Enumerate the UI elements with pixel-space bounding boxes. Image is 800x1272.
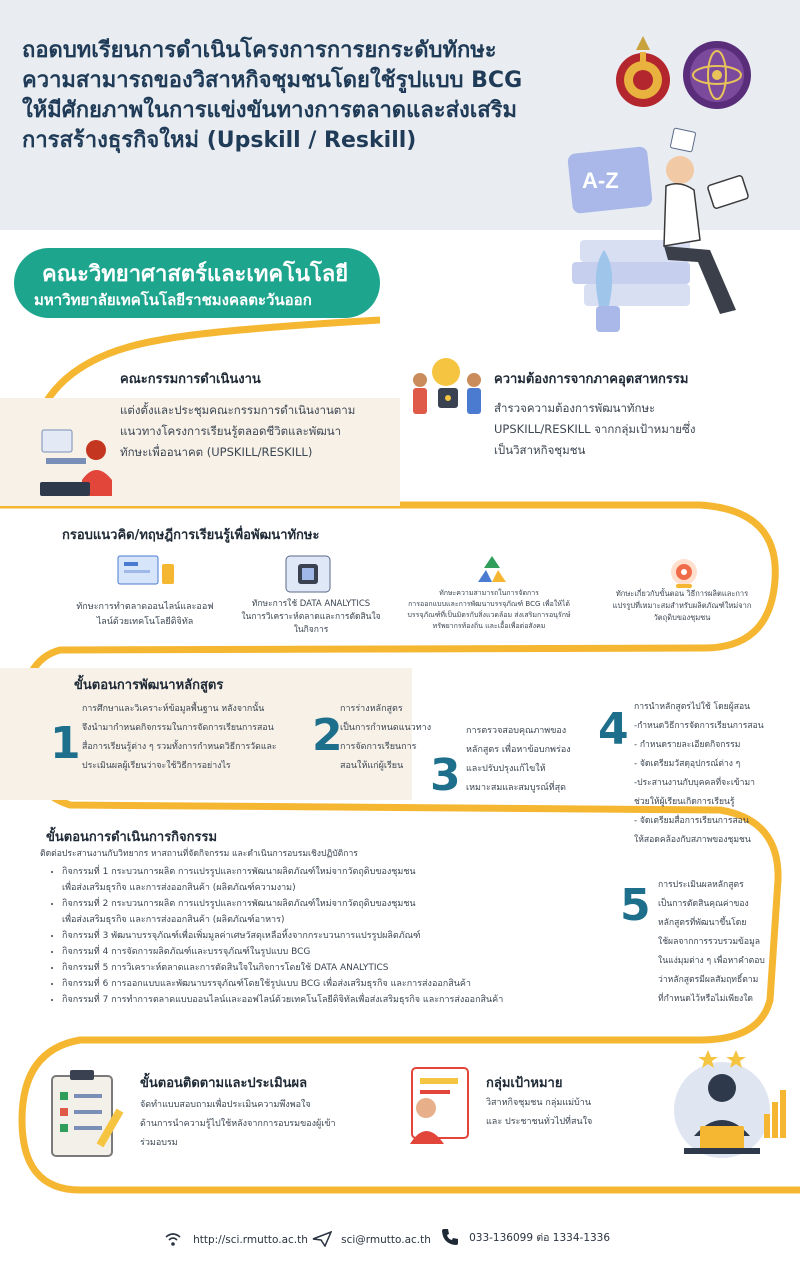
activity-line: กิจกรรมที่ 2 กระบวนการผลิต การแปรรูปและการพัฒนาผลิตภัณฑ์ใหม่จากวัตถุดิบของชุมชน: [62, 899, 416, 909]
step-line: - กำหนดรายละเอียดกิจกรรม: [634, 740, 741, 750]
framework-line: ทักษะการใช้ DATA ANALYTICS: [251, 599, 371, 609]
industry-line: UPSKILL/RESKILL จากกลุ่มเป้าหมายซึ่ง: [494, 422, 696, 436]
step-line: ประเมินผลผู้เรียนว่าจะใช้วิธีการอย่างไร: [82, 761, 231, 771]
activity-line: กิจกรรมที่ 7 การทำการตลาดแบบออนไลน์และออฟไลน์ด้วยเทคโนโลยีดิจิทัลเพื่อส่งเสริมธุรกิจ และการส่งออกสินค้า: [62, 995, 504, 1005]
step-line: เป็นการกำหนดแนวทาง: [340, 723, 432, 733]
activities-intro: ติดต่อประสานงานกับวิทยากร หาสถานที่จัดกิจกรรม และดำเนินการอบรมเชิงปฏิบัติการ: [40, 849, 358, 859]
framework-line: บรรจุภัณฑ์ที่เป็นมิตรกับสิ่งแวดล้อม ส่งเสริมการอนุรักษ์: [407, 611, 571, 619]
activities-list: [44, 864, 622, 1008]
phone-link[interactable]: [440, 1226, 610, 1247]
target-line: และ ประชาชนทั่วไปที่สนใจ: [486, 1117, 593, 1127]
website-link[interactable]: [164, 1228, 308, 1247]
step-line: ช่วยให้ผู้เรียนเกิดการเรียนรู้: [634, 797, 735, 807]
digital-marketing-icon: [116, 554, 176, 592]
target-heading: กลุ่มเป้าหมาย: [486, 1076, 563, 1091]
framework-line: ในกิจการ: [293, 625, 329, 635]
step-line: ที่กำหนดไว้หรือไม่เพียงใด: [658, 994, 754, 1004]
curriculum-step: [634, 698, 790, 850]
target-icon: [666, 556, 702, 590]
activities-heading: ขั้นตอนการดำเนินการกิจกรรม: [46, 830, 218, 845]
step-line: และปรับปรุงแก้ไขให้: [466, 764, 546, 774]
activity-item: [62, 896, 622, 928]
curriculum-step: [466, 722, 592, 798]
activity-item: [62, 928, 622, 944]
step-line: การร่างหลักสูตร: [340, 704, 403, 714]
wifi-icon: [164, 1231, 182, 1247]
framework-line: วัตถุดิบของชุมชน: [653, 613, 711, 622]
industry-line: สำรวจความต้องการพัฒนาทักษะ: [494, 401, 656, 415]
step-number: 3: [430, 750, 461, 801]
activity-item: [62, 992, 622, 1008]
framework-line: ในการวิเคราะห์ตลาดและการตัดสินใจ: [241, 612, 381, 622]
activity-line: กิจกรรมที่ 5 การวิเคราะห์ตลาดและการตัดสินใจในกิจการโดยใช้ DATA ANALYTICS: [62, 963, 389, 973]
activity-item: [62, 976, 622, 992]
email-link[interactable]: [312, 1228, 431, 1247]
step-line: หลักสูตรที่พัฒนาขึ้นโดย: [658, 918, 747, 928]
industry-text: [494, 398, 784, 461]
framework-item: [60, 600, 230, 630]
step-line: ใช้ผลจากการรวบรวมข้อมูล: [658, 937, 761, 947]
framework-line: ทักษะการทำตลาดออนไลน์และออฟ: [76, 602, 214, 612]
step-line: สอนให้แก่ผู้เรียน: [340, 761, 404, 771]
activity-line: กิจกรรมที่ 3 พัฒนาบรรจุภัณฑ์เพื่อเพิ่มมูลค่าเศษวัสดุเหลือทิ้งจากกระบวนการแปรรูปผลิตภัณฑ์: [62, 931, 421, 941]
step-line: การศึกษาและวิเคราะห์ข้อมูลพื้นฐาน หลังจากนั้น: [82, 704, 265, 714]
evaluation-line: จัดทำแบบสอบถามเพื่อประเมินความพึงพอใจ: [140, 1100, 311, 1110]
website-text: http://sci.rmutto.ac.th: [193, 1234, 308, 1246]
framework-line: ทักษะความสามารถในการจัดการ: [439, 589, 539, 597]
university-name: มหาวิทยาลัยเทคโนโลยีราชมงคลตะวันออก: [34, 291, 312, 309]
step-line: ในแง่มุมต่าง ๆ เพื่อหาคำตอบ: [658, 956, 765, 966]
step-line: -ประสานงานกับบุคคลที่จะเข้ามา: [634, 778, 755, 788]
curriculum-step: [658, 876, 798, 1009]
framework-line: การออกแบบและการพัฒนาบรรจุภัณฑ์ BCG เพื่อให้ได้: [408, 600, 570, 608]
target-group-icon: [392, 1064, 478, 1156]
framework-item: [398, 588, 580, 632]
framework-line: ไลน์ด้วยเทคโนโลยีดิจิทัล: [96, 617, 194, 627]
industry-needs-icon: [404, 350, 488, 420]
committee-heading: คณะกรรมการดำเนินงาน: [120, 372, 261, 387]
committee-line: แต่งตั้งและประชุมคณะกรรมการดำเนินงานตาม: [120, 403, 356, 417]
step-line: จึงนำมากำหนดกิจกรรมในการจัดการเรียนการสอน: [82, 723, 274, 733]
email-text: sci@rmutto.ac.th: [341, 1234, 431, 1246]
activity-item: [62, 944, 622, 960]
evaluation-line: ด้านการนำความรู้ไปใช้หลังจากการอบรมของผู้เข้า: [140, 1119, 336, 1129]
activity-line: กิจกรรมที่ 4 การจัดการผลิตภัณฑ์และบรรจุภัณฑ์ในรูปแบบ BCG: [62, 947, 311, 957]
step-number: 2: [312, 710, 343, 761]
laptop-person-illustration: [652, 1044, 792, 1164]
activity-item: [62, 864, 622, 896]
title-line: ถอดบทเรียนการดำเนินโครงการการยกระดับทักษะ: [22, 38, 497, 63]
industry-heading: ความต้องการจากภาคอุตสาหกรรม: [494, 372, 689, 387]
faculty-name: คณะวิทยาศาสตร์และเทคโนโลยี: [42, 262, 349, 287]
title-line: การสร้างธุรกิจใหม่ (Upskill / Reskill): [22, 128, 417, 153]
step-line: ให้สอดคล้องกับสภาพของชุมชน: [634, 835, 751, 845]
title-line: ให้มีศักยภาพในการแข่งขันทางการตลาดและส่งเสริม: [22, 98, 517, 123]
book-label: A-Z: [582, 168, 619, 193]
step-line: การประเมินผลหลักสูตร: [658, 880, 744, 890]
framework-line: ทักษะเกี่ยวกับขั้นตอน วิธีการผลิตและการ: [615, 589, 749, 598]
committee-meeting-icon: [38, 420, 122, 502]
curriculum-step: [82, 700, 312, 776]
framework-line: แปรรูปที่เหมาะสมสำหรับผลิตภัณฑ์ใหม่จาก: [612, 601, 752, 610]
committee-line: แนวทางโครงการเรียนรู้ตลอดชีวิตและพัฒนา: [120, 424, 342, 438]
industry-line: เป็นวิสาหกิจชุมชน: [494, 443, 586, 457]
evaluation-line: ร่วมอบรม: [140, 1138, 178, 1148]
framework-line: ทรัพยากรท้องถิ่น และเอื้อเพื่อต่อสังคม: [432, 622, 546, 630]
activity-line: กิจกรรมที่ 6 การออกแบบและพัฒนาบรรจุภัณฑ์โดยใช้รูปแบบ BCG เพื่อส่งเสริมธุรกิจ และการส่งออกสินค้า: [62, 979, 471, 989]
checklist-icon: [46, 1068, 132, 1160]
step-line: - จัดเตรียมวัสดุอุปกรณ์ต่าง ๆ: [634, 759, 741, 769]
step-number: 1: [50, 718, 81, 769]
step-line: เป็นการตัดสินคุณค่าของ: [658, 899, 749, 909]
recycle-icon: [472, 552, 512, 586]
framework-item: [236, 598, 386, 637]
step-number: 5: [620, 880, 651, 931]
step-line: การตรวจสอบคุณภาพของ: [466, 726, 567, 736]
step-number: 4: [598, 704, 629, 755]
curriculum-heading: ขั้นตอนการพัฒนาหลักสูตร: [74, 678, 224, 693]
step-line: เหมาะสมและสมบูรณ์ที่สุด: [466, 783, 566, 793]
phone-icon: [440, 1227, 460, 1247]
committee-line: ทักษะเพื่ออนาคต (UPSKILL/RESKILL): [120, 445, 313, 459]
send-icon: [312, 1231, 332, 1247]
title-line: ความสามารถของวิสาหกิจชุมชนโดยใช้รูปแบบ BCG: [22, 68, 523, 93]
phone-text: 033-136099 ต่อ 1334-1336: [469, 1232, 611, 1244]
step-line: -กำหนดวิธีการจัดการเรียนการสอน: [634, 721, 764, 731]
activity-item: [62, 960, 622, 976]
data-analytics-icon: [284, 554, 332, 594]
activity-line: เพื่อส่งเสริมธุรกิจ และการส่งออกสินค้า (ผลิตภัณฑ์อาหาร): [62, 915, 285, 925]
step-line: - จัดเตรียมสื่อการเรียนการสอน: [634, 816, 749, 826]
framework-heading: กรอบแนวคิด/ทฤษฎีการเรียนรู้เพื่อพัฒนาทักษะ: [62, 528, 320, 543]
step-line: การนำหลักสูตรไปใช้ โดยผู้สอน: [634, 702, 751, 712]
committee-text: [120, 400, 400, 463]
step-line: การจัดการเรียนการ: [340, 742, 417, 752]
framework-item: [590, 588, 774, 624]
step-line: หลักสูตร เพื่อหาข้อบกพร่อง: [466, 745, 571, 755]
step-line: ว่าหลักสูตรมีผลสัมฤทธิ์ตาม: [658, 975, 759, 985]
activity-line: กิจกรรมที่ 1 กระบวนการผลิต การแปรรูปและการพัฒนาผลิตภัณฑ์ใหม่จากวัตถุดิบของชุมชน: [62, 867, 416, 877]
target-line: วิสาหกิจชุมชน กลุ่มแม่บ้าน: [486, 1098, 591, 1108]
target-text: [486, 1094, 636, 1132]
evaluation-text: [140, 1096, 390, 1153]
step-line: สื่อการเรียนรู้ต่าง ๆ รวมทั้งการกำหนดวิธีการวัดและ: [82, 742, 277, 752]
evaluation-heading: ขั้นตอนติดตามและประเมินผล: [140, 1076, 308, 1091]
activity-line: เพื่อส่งเสริมธุรกิจ และการส่งออกสินค้า (ผลิตภัณฑ์ความงาม): [62, 883, 296, 893]
